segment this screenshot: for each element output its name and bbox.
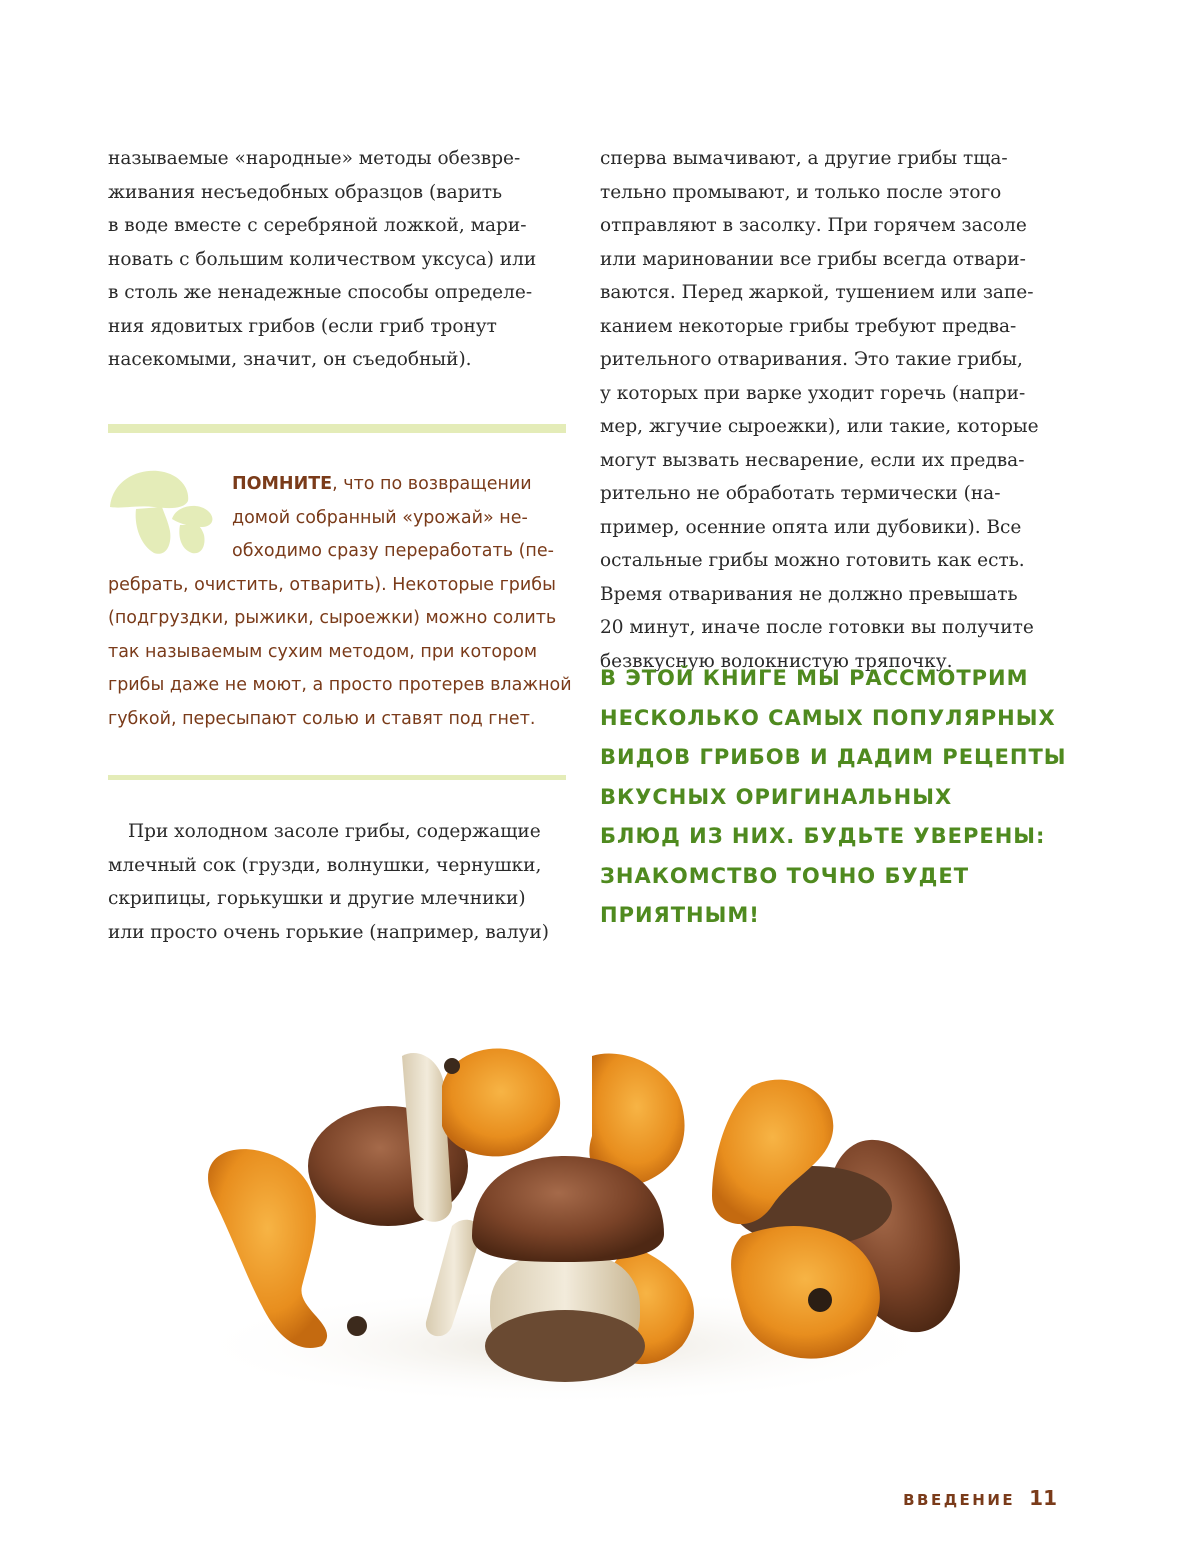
note-line: так называемым сухим методом, при котором: [108, 641, 538, 662]
paragraph-preparation: [600, 142, 1060, 678]
paragraph-cold-salting: [108, 815, 568, 949]
text-line: рительного отваривания. Это такие грибы,: [600, 349, 1023, 370]
right-column: [600, 142, 1060, 678]
note-bottom-rule: [108, 775, 566, 780]
text-line: тельно промывают, и только после этого: [600, 181, 1002, 203]
text-line: в столь же ненадежные способы определе-: [108, 282, 533, 303]
text-line: ваются. Перед жаркой, тушением или запе-: [600, 282, 1034, 303]
text-line: новать с большим количеством уксуса) или: [108, 248, 537, 270]
text-line: живания несъедобных образцов (варить: [108, 181, 503, 203]
paragraph-folk-methods: [108, 142, 568, 377]
note-top-rule: [108, 424, 566, 433]
left-column-bottom: [108, 815, 568, 949]
note-line: губкой, пересыпают солью и ставят под гнет.: [108, 708, 536, 729]
text-line: Время отваривания не должно превышать: [600, 583, 1018, 605]
text-line: могут вызвать несварение, если их предва-: [600, 449, 1025, 471]
text-line: отправляют в засолку. При горячем засоле: [600, 215, 1027, 236]
text-line: насекомыми, значит, он съедобный).: [108, 349, 472, 370]
note-line: (подгруздки, рыжики, сыроежки) можно солить: [108, 608, 557, 628]
note-line: , что по возвращении: [332, 474, 532, 494]
text-line: или мариновании все грибы всегда отвари-: [600, 248, 1026, 270]
text-line: называемые «народные» методы обезвре-: [108, 148, 521, 169]
callout-line: БЛЮД ИЗ НИХ. БУДЬТЕ УВЕРЕНЫ:: [600, 824, 1046, 848]
text-line: млечный сок (грузди, волнушки, чернушки,: [108, 854, 542, 876]
text-line: рительно не обработать термически (на-: [600, 483, 1001, 504]
mushrooms-photo: [152, 966, 980, 1406]
page-number: 11: [1029, 1486, 1057, 1510]
note-lead-word: ПОМНИТЕ: [232, 474, 333, 494]
reminder-note: [108, 468, 572, 736]
text-line: сперва вымачивают, а другие грибы тща-: [600, 148, 1008, 169]
left-column-top: [108, 142, 568, 377]
note-line: грибы даже не моют, а просто протерев влажной: [108, 675, 572, 695]
text-line: При холодном засоле грибы, содержащие: [128, 821, 541, 842]
text-line: в воде вместе с серебряной ложкой, мари-: [108, 215, 527, 236]
text-line: остальные грибы можно готовить как есть.: [600, 550, 1025, 571]
text-line: или просто очень горькие (например, валуи): [108, 921, 549, 943]
section-title: ВВЕДЕНИЕ: [903, 1491, 1016, 1509]
page-footer: [903, 1486, 1057, 1510]
text-line: скрипицы, горькушки и другие млечники): [108, 888, 526, 909]
callout-line: ЗНАКОМСТВО ТОЧНО БУДЕТ: [600, 863, 970, 888]
text-line: ния ядовитых грибов (если гриб тронут: [108, 315, 497, 337]
text-line: 20 минут, иначе после готовки вы получите: [600, 617, 1034, 638]
callout-line: НЕСКОЛЬКО САМЫХ ПОПУЛЯРНЫХ: [600, 705, 1056, 730]
text-line: у которых при варке уходит горечь (напри-: [600, 382, 1026, 404]
callout-line: ВИДОВ ГРИБОВ И ДАДИМ РЕЦЕПТЫ: [600, 745, 1067, 769]
callout-highlight: [600, 659, 1070, 936]
text-line: безвкусную волокнистую тряпочку.: [600, 650, 953, 672]
text-line: канием некоторые грибы требуют предва-: [600, 315, 1017, 337]
note-first-line: [108, 468, 568, 502]
text-line: пример, осенние опята или дубовики). Все: [600, 516, 1022, 538]
text-line: мер, жгучие сыроежки), или такие, которые: [600, 416, 1039, 437]
note-line: обходимо сразу переработать (пе-: [232, 541, 554, 561]
note-line: домой собранный «урожай» не-: [232, 507, 528, 528]
note-line: ребрать, очистить, отварить). Некоторые грибы: [108, 574, 556, 595]
callout-line: ПРИЯТНЫМ!: [600, 903, 760, 927]
callout-line: ВКУСНЫХ ОРИГИНАЛЬНЫХ: [600, 784, 953, 809]
callout-line: В ЭТОЙ КНИГЕ МЫ РАССМОТРИМ: [600, 666, 1029, 690]
